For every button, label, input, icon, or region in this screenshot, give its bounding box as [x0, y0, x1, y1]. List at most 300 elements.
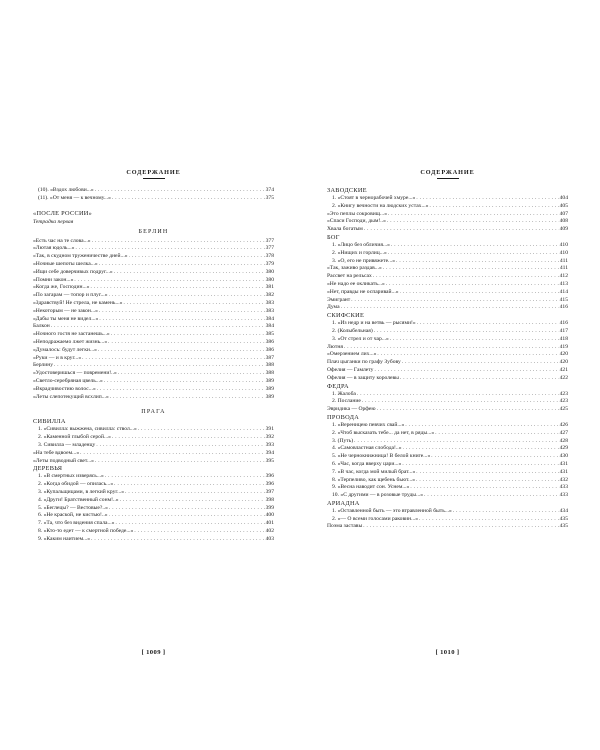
- dot-leader: [354, 438, 558, 446]
- toc-entry-title: Офелия — в защиту королевы: [327, 374, 399, 381]
- toc-entry: [33, 378, 274, 386]
- toc-entry: [327, 250, 568, 258]
- toc-entry-page: 382: [265, 292, 274, 299]
- toc-entry-page: 433: [559, 484, 568, 491]
- toc-entry-page: 403: [265, 535, 274, 542]
- toc-entry: [33, 187, 274, 195]
- toc-entry-page: 433: [559, 492, 568, 499]
- dot-leader: [74, 277, 264, 285]
- toc-entry-page: 402: [265, 527, 274, 534]
- toc-entry: [327, 328, 568, 336]
- toc-entry: [33, 323, 274, 331]
- toc-entry-page: 396: [265, 473, 274, 480]
- toc-entry-page: 410: [559, 249, 568, 256]
- dot-leader: [104, 378, 265, 386]
- toc-entry-title: «Есть час на те слова...»: [33, 237, 91, 244]
- toc-entry-title: 3. «Купальщицами, в легкий круг...»: [38, 488, 125, 495]
- toc-entry-title: Берлину: [33, 362, 53, 369]
- toc-group-1: [327, 211, 568, 234]
- toc-entry: [33, 394, 274, 402]
- toc-entry: [327, 226, 568, 234]
- toc-entry-page: 379: [265, 260, 274, 267]
- dot-leader: [99, 261, 265, 269]
- dot-leader: [125, 489, 265, 497]
- toc-entry-title: «Светло-серебряная цвель...»: [33, 377, 103, 384]
- dot-leader: [405, 422, 558, 430]
- dot-leader: [400, 289, 559, 297]
- dot-leader: [357, 391, 559, 399]
- toc-entry-page: 374: [265, 187, 274, 193]
- dot-leader: [95, 187, 265, 195]
- toc-entry-title: 1. «Сивилла: выжжена, сивилла: ствол...»: [38, 426, 137, 433]
- toc-entry-page: 407: [559, 210, 568, 217]
- dot-leader: [402, 461, 558, 469]
- toc-entry-title: 3. (Путь): [332, 437, 354, 444]
- toc-entry: [33, 386, 274, 394]
- dot-leader: [344, 344, 559, 352]
- dot-leader: [341, 304, 559, 312]
- dot-leader: [123, 300, 264, 308]
- toc-entry: [327, 453, 568, 461]
- toc-entry-title: «Леты подводный свет...»: [33, 457, 94, 464]
- toc-entry-page: 404: [559, 195, 568, 201]
- toc-entry-page: 411: [559, 257, 568, 264]
- toc-entry-title: 2. «Каменной глыбой серой...»: [38, 434, 111, 441]
- toc-entry: [33, 347, 274, 355]
- toc-entry-title: 2. «Книгу вечности на людских устах...»: [332, 202, 429, 209]
- toc-entry-page: 410: [559, 241, 568, 248]
- toc-entry-page: 431: [559, 468, 568, 475]
- toc-entry-title: «Когда же, Господин...»: [33, 284, 90, 291]
- dot-leader: [351, 297, 558, 305]
- toc-entry-page: 411: [559, 265, 568, 272]
- toc-entry-title: «Думалось: будут легки...»: [33, 346, 97, 353]
- toc-entry-page: 395: [265, 457, 274, 464]
- dot-leader: [109, 292, 265, 300]
- toc-entry: [33, 269, 274, 277]
- toc-entry-title: «Ночные шепоты шелка...»: [33, 260, 98, 267]
- toc-entry: [327, 281, 568, 289]
- page-number-right: [ 1010 ]: [435, 649, 460, 656]
- toc-entry-title: «Так, заживо раздав...»: [327, 265, 382, 272]
- toc-entry: [327, 438, 568, 446]
- toc-entry: [33, 528, 274, 536]
- toc-entry-page: 380: [265, 268, 274, 275]
- toc-entry-title: 7. «Та, что без видения спала...»: [38, 520, 115, 527]
- toc-entry: [33, 505, 274, 513]
- toc-entry: [33, 370, 274, 378]
- toc-entry-title: «Лютая юдоль...»: [33, 245, 75, 252]
- toc-entry-title: «Нет, правды не оспаривай...»: [327, 288, 399, 295]
- toc-entry-page: 420: [559, 359, 568, 366]
- toc-entry-page: 432: [559, 476, 568, 483]
- toc-entry-title: Думa: [327, 304, 340, 311]
- toc-entry-page: 388: [265, 362, 274, 369]
- cycle-title-ariadna: АРИАДНА: [327, 499, 360, 507]
- toc-entry-page: 420: [559, 351, 568, 358]
- toc-group-fedra: [327, 391, 568, 407]
- toc-entry-page: 423: [559, 398, 568, 405]
- dot-leader: [115, 520, 264, 528]
- toc-entry-title: Балкон: [33, 323, 50, 330]
- toc-entry: [33, 300, 274, 308]
- toc-entry-page: 381: [265, 284, 274, 291]
- toc-entry: [327, 344, 568, 352]
- toc-entry-page: 419: [559, 343, 568, 350]
- toc-entry: [33, 308, 274, 316]
- toc-entry-page: 377: [265, 245, 274, 252]
- toc-entry-title: «Ночного гостя не застанешь...»: [33, 331, 110, 338]
- toc-group-5: [327, 523, 568, 531]
- toc-entry: [327, 297, 568, 305]
- toc-entry-title: 1. «В смертных изверясь...»: [38, 473, 104, 480]
- toc-entry-page: 396: [265, 481, 274, 488]
- dot-leader: [51, 323, 265, 331]
- toc-entry: [327, 375, 568, 383]
- toc-entry-page: 408: [559, 218, 568, 225]
- toc-entry-title: «Неподражаемо лжет жизнь...»: [33, 338, 108, 345]
- toc-entry-page: 427: [559, 429, 568, 436]
- dot-leader: [82, 355, 264, 363]
- dot-leader: [80, 450, 264, 458]
- toc-entry-title: 1. «Из недр и на ветвь — рысями!»: [332, 320, 416, 327]
- toc-group-ariadna: [327, 508, 568, 524]
- cycle-title-skifskie: СКИФСКИЕ: [327, 312, 365, 320]
- toc-entry: [327, 367, 568, 375]
- toc-group-derevya: [33, 473, 274, 543]
- toc-entry-title: (11). «От меня — к вечному...»: [38, 194, 111, 201]
- toc-entry-page: 394: [265, 449, 274, 456]
- cycle-title-zavodskie: ЗАВОДСКИЕ: [327, 187, 367, 194]
- toc-entry-title: Эвридика — Орфею: [327, 406, 376, 413]
- toc-entry: [327, 516, 568, 524]
- toc-entry: [327, 391, 568, 399]
- dot-leader: [403, 445, 559, 453]
- toc-entry: [33, 481, 274, 489]
- toc-entry: [33, 284, 274, 292]
- toc-entry-page: 418: [559, 335, 568, 342]
- toc-entry-title: «Здравствуй! Не стрела, не камень...»: [33, 299, 123, 306]
- cycle-title-derevya: ДЕРЕВЬЯ: [33, 465, 63, 473]
- toc-entry-title: «Леты слепотекущий всхлип...»: [33, 393, 109, 400]
- toc-entry-page: 423: [559, 390, 568, 397]
- toc-entry: [327, 445, 568, 453]
- toc-entry: [327, 359, 568, 367]
- dot-leader: [112, 195, 265, 203]
- toc-entry-page: 422: [559, 374, 568, 381]
- toc-entry-title: «Удостоверишься — повремени!..»: [33, 370, 117, 377]
- dot-leader: [374, 367, 558, 375]
- toc-entry: [327, 492, 568, 500]
- toc-entry-page: 435: [559, 523, 568, 530]
- dot-leader: [388, 211, 559, 219]
- dot-leader: [364, 226, 559, 234]
- dot-leader: [134, 528, 264, 536]
- toc-entry: [327, 523, 568, 531]
- dot-leader: [112, 434, 265, 442]
- toc-entry-page: 383: [265, 299, 274, 306]
- dot-leader: [99, 316, 264, 324]
- toc-entry-page: 393: [265, 441, 274, 448]
- toc-entry: [327, 304, 568, 312]
- toc-entry-title: 4. «Други! Братственный сонм!..»: [38, 496, 119, 503]
- toc-entry: [327, 195, 568, 203]
- toc-entry: [327, 406, 568, 414]
- dot-leader: [54, 362, 265, 370]
- toc-entry-page: 389: [265, 385, 274, 392]
- cycle-title-bog: БОГ: [327, 233, 340, 241]
- dot-leader: [91, 536, 265, 544]
- toc-entry: [33, 195, 274, 203]
- toc-entry: [327, 258, 568, 266]
- dot-leader: [429, 203, 558, 211]
- toc-entry: [33, 331, 274, 339]
- running-head-left: СОДЕРЖАНИЕ: [126, 169, 181, 176]
- toc-group-3: [327, 344, 568, 383]
- toc-entry-page: 387: [265, 354, 274, 361]
- dot-leader: [424, 492, 559, 500]
- toc-entry-title: Лютня: [327, 343, 343, 350]
- toc-entry-title: «Вкрадчивостию волос...»: [33, 385, 96, 392]
- cycle-title-sivilla: СИВИЛЛА: [33, 418, 66, 426]
- toc-entry-page: 413: [559, 280, 568, 287]
- toc-entry-title: 9. «Весна наводит сон. Уснем...»: [332, 484, 410, 491]
- toc-entry-page: 434: [559, 507, 568, 514]
- toc-entry: [327, 218, 568, 226]
- dot-leader: [362, 398, 559, 406]
- toc-entry: [327, 211, 568, 219]
- dot-leader: [92, 238, 265, 246]
- toc-entry-page: 378: [265, 253, 274, 260]
- toc-entry: [327, 203, 568, 211]
- toc-entry-page: 416: [559, 320, 568, 327]
- dot-leader: [114, 269, 265, 277]
- toc-entry-page: 409: [559, 226, 568, 233]
- cycle-title-provoda: ПРОВОДА: [327, 413, 360, 421]
- toc-group-berlin: [33, 238, 274, 402]
- toc-entry-page: 412: [559, 273, 568, 280]
- dot-leader: [386, 281, 559, 289]
- toc-entry-page: 425: [559, 406, 568, 413]
- spacer: [33, 203, 274, 210]
- cycle-title-fedra: ФЕДРА: [327, 382, 349, 390]
- dot-leader: [400, 375, 559, 383]
- toc-entry-page: 426: [559, 421, 568, 428]
- toc-entry: [33, 497, 274, 505]
- toc-group-skifskie: [327, 320, 568, 343]
- toc-entry-title: 9. «Каким наитием...»: [38, 535, 91, 542]
- toc-entry: [33, 473, 274, 481]
- toc-left: [33, 187, 274, 543]
- dot-leader: [387, 218, 559, 226]
- toc-entry: [33, 339, 274, 347]
- dot-leader: [416, 195, 558, 203]
- toc-entry: [33, 355, 274, 363]
- dot-leader: [390, 336, 559, 344]
- toc-entry: [33, 362, 274, 370]
- dot-leader: [108, 339, 264, 347]
- toc-entry-title: «Не надо ее окликать...»: [327, 280, 385, 287]
- toc-entry: [327, 265, 568, 273]
- dot-leader: [75, 245, 264, 253]
- toc-entry-title: 4. «Самовластная слобода!..»: [332, 445, 402, 452]
- toc-entry-title: (10). «Вздох любови...»: [38, 187, 94, 193]
- page-number-left: [ 1009 ]: [141, 649, 166, 656]
- dot-leader: [109, 512, 265, 520]
- dot-leader: [109, 505, 265, 513]
- dot-leader: [98, 347, 265, 355]
- toc-entry: [33, 261, 274, 269]
- dot-leader: [402, 359, 559, 367]
- toc-entry-title: 2. «Чтоб высказать тебе... да нет, в ряды...»: [332, 429, 435, 436]
- toc-entry: [327, 398, 568, 406]
- dot-leader: [396, 258, 559, 266]
- toc-entry: [33, 489, 274, 497]
- toc-entry-page: 401: [265, 520, 274, 527]
- running-head-right: СОДЕРЖАНИЕ: [420, 169, 475, 176]
- toc-entry-page: 414: [559, 288, 568, 295]
- toc-entry: [327, 273, 568, 281]
- dot-leader: [99, 308, 265, 316]
- dot-leader: [431, 453, 558, 461]
- toc-entry-page: 400: [265, 512, 274, 519]
- toc-entry-page: 399: [265, 504, 274, 511]
- toc-entry-page: 384: [265, 315, 274, 322]
- dot-leader: [363, 523, 558, 531]
- toc-entry-page: 384: [265, 323, 274, 330]
- section-label-berlin: БЕРЛИН: [138, 228, 169, 235]
- toc-entry-page: 386: [265, 338, 274, 345]
- toc-entry-title: 3. «От стрел и от чар...»: [332, 335, 389, 342]
- toc-entry-title: Офелия — Гамлету: [327, 366, 374, 373]
- dot-leader: [391, 242, 559, 250]
- toc-entry-page: 385: [265, 331, 274, 338]
- notebook-subtitle: Тетрадка первая: [33, 218, 74, 225]
- toc-entry-page: 398: [265, 496, 274, 503]
- toc-group-sivilla: [33, 426, 274, 449]
- toc-entry-page: 421: [559, 366, 568, 373]
- toc-entry-page: 397: [265, 488, 274, 495]
- toc-entry: [33, 426, 274, 434]
- toc-entry-title: «Так, в скудном труженичестве дней...»: [33, 253, 128, 260]
- dot-leader: [417, 320, 559, 328]
- toc-entry-page: 392: [265, 434, 274, 441]
- dot-leader: [377, 406, 559, 414]
- toc-entry-page: 389: [265, 393, 274, 400]
- toc-entry-title: «Омерзением лих...»: [327, 351, 377, 358]
- toc-entry: [327, 469, 568, 477]
- toc-entry: [33, 245, 274, 253]
- dot-leader: [435, 430, 558, 438]
- toc-entry-title: 3. Сивилла — младенцу: [38, 441, 96, 448]
- toc-entry-title: Рассвет на рельсах: [327, 273, 372, 280]
- toc-entry-title: Эмигрант: [327, 296, 351, 303]
- toc-entry: [327, 508, 568, 516]
- toc-entry-title: 8. «Кто-то едет — к смертной победе...»: [38, 527, 134, 534]
- toc-entry-title: 1. «Лицо без обличия...»: [332, 241, 390, 248]
- toc-group-bog: [327, 242, 568, 265]
- dot-leader: [105, 473, 265, 481]
- cycle-title-posle-rossii: «ПОСЛЕ РОССИИ»: [33, 209, 93, 217]
- toc-entry: [327, 336, 568, 344]
- toc-entry: [327, 430, 568, 438]
- dot-leader: [453, 508, 559, 516]
- toc-entry-page: 429: [559, 445, 568, 452]
- section-label-praga: ПРАГА: [141, 409, 166, 416]
- toc-entry: [327, 289, 568, 297]
- dot-leader: [377, 351, 558, 359]
- toc-entry-page: 435: [559, 515, 568, 522]
- toc-entry-title: 8. «Терпеливо, как щебень бьют...»: [332, 476, 416, 483]
- toc-entry-page: 417: [559, 327, 568, 334]
- toc-entry-title: 3. «О, его не привяжете...»: [332, 257, 396, 264]
- toc-entry: [33, 277, 274, 285]
- dot-leader: [111, 331, 265, 339]
- toc-entry-page: 388: [265, 370, 274, 377]
- toc-entry-page: 416: [559, 304, 568, 311]
- toc-entry-title: 2. Послание: [332, 398, 361, 405]
- toc-entry-title: Поэма заставы: [327, 523, 363, 530]
- toc-entry-title: 1. Жалоба: [332, 390, 356, 397]
- toc-group-provoda: [327, 422, 568, 500]
- toc-entry-title: Плач цыганки по графу Зубову: [327, 359, 401, 366]
- dot-leader: [410, 484, 558, 492]
- dot-leader: [373, 273, 559, 281]
- toc-entry-page: 377: [265, 237, 274, 244]
- toc-group-top: [33, 187, 274, 203]
- dot-leader: [416, 469, 558, 477]
- running-head-rule: [437, 178, 459, 179]
- toc-entry: [327, 351, 568, 359]
- toc-entry-page: 383: [265, 307, 274, 314]
- toc-entry: [327, 422, 568, 430]
- toc-entry-title: «На тебе вдвоем...»: [33, 449, 80, 456]
- dot-leader: [90, 284, 264, 292]
- toc-group-2: [327, 265, 568, 312]
- toc-entry: [33, 536, 274, 544]
- toc-entry-title: «Помни закон...»: [33, 276, 74, 283]
- toc-entry-title: 2. «Нищих и горлиц...»: [332, 249, 387, 256]
- toc-entry: [327, 477, 568, 485]
- toc-entry: [33, 442, 274, 450]
- toc-entry-page: 389: [265, 377, 274, 384]
- toc-entry-title: 2. «Когда обидой — опилась...»: [38, 481, 114, 488]
- dot-leader: [120, 497, 265, 505]
- dot-leader: [419, 516, 559, 524]
- toc-entry-title: 6. «Не краской, не кистью!..»: [38, 512, 108, 519]
- toc-entry: [33, 512, 274, 520]
- toc-entry-title: 1. «Стоят в чернорабочей хмуре...»: [332, 195, 416, 201]
- toc-entry-title: 6. «Час, когда вверху цари...»: [332, 460, 402, 467]
- toc-entry-page: 375: [265, 194, 274, 201]
- toc-entry-title: 1. «Вереницею певчих свай...»: [332, 421, 405, 428]
- dot-leader: [110, 394, 265, 402]
- toc-entry-title: 1. «Оставленной быть — это втравленной быть...»: [332, 507, 452, 514]
- toc-entry: [327, 320, 568, 328]
- dot-leader: [95, 458, 265, 466]
- left-page: [33, 168, 274, 543]
- toc-entry-page: 428: [559, 437, 568, 444]
- dot-leader: [374, 328, 559, 336]
- dot-leader: [118, 370, 265, 378]
- toc-entry-title: «Некоторым — не закон...»: [33, 307, 98, 314]
- dot-leader: [388, 250, 559, 258]
- toc-entry: [33, 253, 274, 261]
- toc-entry: [33, 520, 274, 528]
- dot-leader: [97, 386, 265, 394]
- toc-entry: [327, 242, 568, 250]
- toc-entry-title: «Руки — и в круг...»: [33, 354, 82, 361]
